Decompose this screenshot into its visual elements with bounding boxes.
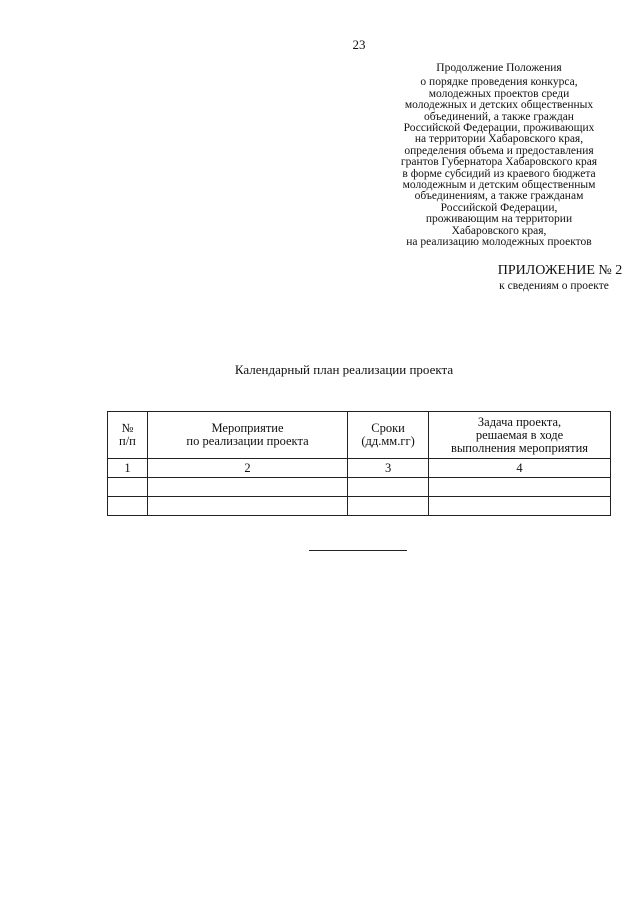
header-number-line: №: [121, 421, 134, 435]
appendix-subtitle: к сведениям о проекте: [499, 280, 609, 292]
continuation-line: проживающим на территории: [425, 213, 573, 226]
table-cell: 2: [147, 459, 347, 478]
table-cell[interactable]: [147, 497, 347, 516]
header-number: [108, 412, 148, 459]
continuation-line: Хабаровского края,: [451, 224, 547, 237]
table-cell[interactable]: [108, 497, 148, 516]
table-cell[interactable]: [429, 478, 611, 497]
header-task: [429, 412, 611, 459]
header-activity: [147, 412, 347, 459]
table-cell[interactable]: [147, 478, 347, 497]
page-number: 23: [352, 37, 366, 52]
header-dates-line: (дд.мм.гг): [361, 434, 415, 448]
table-cell: 4: [429, 459, 611, 478]
continuation-line: молодежных и детских общественных: [404, 99, 594, 112]
header-activity-line: по реализации проекта: [186, 434, 309, 448]
header-activity-line: Мероприятие: [211, 421, 284, 435]
table-row: [108, 478, 611, 497]
table-cell[interactable]: [108, 478, 148, 497]
end-divider: [309, 550, 407, 551]
continuation-line: на территории Хабаровского края,: [414, 133, 584, 146]
table-cell[interactable]: [348, 497, 429, 516]
continuation-line: на реализацию молодежных проектов: [406, 236, 592, 249]
header-dates-line: Сроки: [371, 421, 405, 435]
table-row: [108, 497, 611, 516]
header-task-line: решаемая в ходе: [475, 427, 564, 442]
document-title: Календарный план реализации проекта: [234, 362, 454, 377]
table-cell[interactable]: [429, 497, 611, 516]
header-task-line: Задача проекта,: [477, 414, 562, 429]
table-cell[interactable]: [348, 478, 429, 497]
continuation-line: о порядке проведения конкурса,: [420, 76, 578, 89]
continuation-line: объединений, а также граждан: [424, 110, 574, 123]
header-task-line: выполнения мероприятия: [451, 440, 589, 455]
table-cell: 1: [108, 459, 148, 478]
continuation-line: молодежных проектов среди: [428, 87, 570, 100]
continuation-line: Российской Федерации,: [440, 201, 558, 214]
calendar-plan-table: [107, 411, 611, 516]
continuation-line: грантов Губернатора Хабаровского края: [400, 156, 598, 169]
table-header-row: [108, 412, 611, 459]
table-cell: 3: [348, 459, 429, 478]
table-row: [108, 459, 611, 478]
continuation-line: в форме субсидий из краевого бюджета: [402, 167, 596, 180]
continuation-block: [380, 63, 618, 249]
header-dates: [348, 412, 429, 459]
continuation-line: молодежным и детским общественным: [402, 179, 596, 192]
continuation-line: Российской Федерации, проживающих: [403, 122, 595, 135]
header-number-line: п/п: [119, 434, 136, 448]
continuation-line: объединениям, а также гражданам: [414, 190, 584, 203]
continuation-heading: Продолжение Положения: [436, 62, 562, 74]
appendix-title: ПРИЛОЖЕНИЕ № 2: [497, 263, 623, 278]
continuation-line: определения объема и предоставления: [404, 144, 594, 157]
appendix-block: [440, 263, 640, 293]
